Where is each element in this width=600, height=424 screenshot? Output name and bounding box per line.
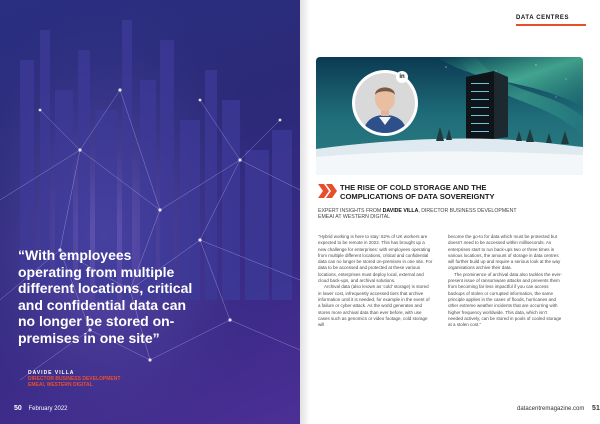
quote-attribution (28, 370, 120, 388)
quote-author-name: DAVIDE VILLA (28, 370, 75, 376)
body-paragraph: “Hybrid working is here to stay: 52% of UK workers are expected to be remote in 2022. This has brought up a new challenge for enterprises: with employees operating from multiple different locations, critical and confidential data can no longer be stored on-premises in one site. For data to be accessed and protected at these various locations, enterprises must deploy local, external and cloud back-ups, and archival solutions. (318, 234, 433, 284)
section-tag: DATA CENTRES (516, 15, 570, 21)
footer-right (517, 405, 600, 412)
quote-author-role: DIRECTOR BUSINESS DEVELOPMENT (28, 376, 121, 382)
standfirst-suffix: , DIRECTOR BUSINESS DEVELOPMENT (418, 208, 517, 214)
headline-line-2: COMPLICATIONS OF DATA SOVEREIGNTY (340, 192, 495, 201)
website-link[interactable]: datacentremagazine.com (517, 406, 585, 412)
author-avatar (352, 70, 418, 136)
standfirst-line-2: EMEAI AT WESTERN DIGITAL (318, 214, 391, 221)
body-paragraph: Archival data (also known as ‘cold’ storage) is stored in lower cost, infrequently accessed tiers that archive information until it is needed, for example in the event of a failure or cyber-attack. As the world generates and stores more archival data than ever before, with use cases such as genomics or video footage, cold storage will (318, 284, 430, 328)
page-number-left: 50 (14, 405, 22, 412)
right-page (300, 0, 600, 424)
article-standfirst (318, 208, 548, 221)
standfirst-name: DAVIDE VILLA (382, 208, 419, 214)
page-number-right: 51 (592, 405, 600, 412)
headline-line-1: THE RISE OF COLD STORAGE AND THE (340, 183, 487, 192)
pull-quote: “With employees operating from multiple different locations, critical and confidential data can no longer be stored on-premises in one site” (18, 247, 193, 346)
standfirst-prefix: EXPERT INSIGHTS FROM (318, 208, 383, 214)
linkedin-icon[interactable]: in (396, 71, 408, 83)
quote-author-company: EMEAI, WESTERN DIGITAL (28, 382, 93, 388)
body-column-2 (448, 234, 563, 328)
server-tower (466, 71, 508, 141)
article-headline (340, 183, 540, 201)
footer-left (14, 405, 68, 412)
chevron-right-icon (318, 184, 338, 198)
hero-image (316, 57, 583, 175)
body-paragraph: The prominence of archival data also tackles the ever-present issue of ransomware attacks and prevents them from becoming far less impactful if you can access backups of stolen or corrupted information, the same principle applies in the cases of floods, hurricanes and other extreme weather incidents that are occurring with higher frequency worldwide. This data, which isn't needed actively, can be stored in pools of cooled storage at a stolen cost.” (448, 271, 563, 328)
author-portrait (355, 73, 415, 133)
section-rule (516, 24, 586, 26)
body-paragraph: become the go-to for data which must be protected but doesn't need to be accessed within milliseconds. As enterprises start to run back-ups two or three times in various locations, the amount of storage in data centres will further build up and require a serious look at the way organisations archive their data. (448, 234, 561, 271)
issue-date: February 2022 (28, 406, 68, 412)
page-spine-shadow (300, 0, 310, 424)
body-column-1 (318, 234, 433, 328)
